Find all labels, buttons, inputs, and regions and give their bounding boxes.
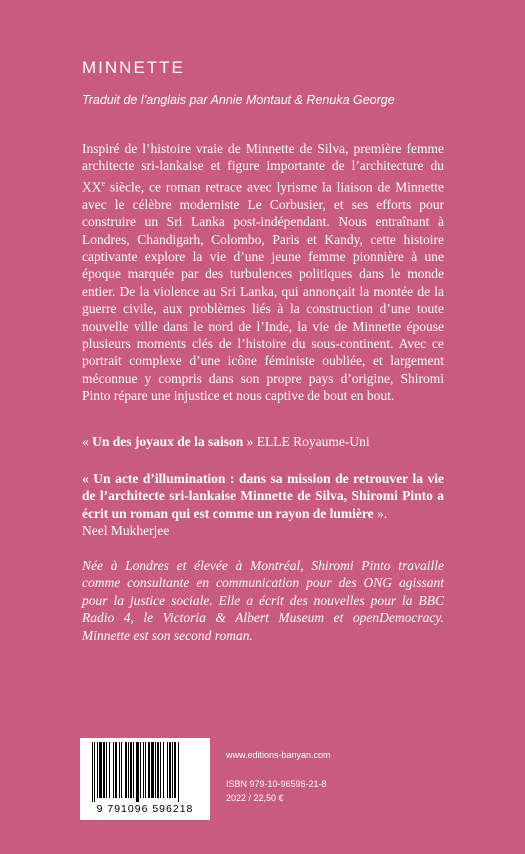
barcode-bar [121,742,122,798]
barcode-bar [143,742,144,798]
barcode-bar [106,742,107,798]
quote2-source: Neel Mukherjee [82,523,170,539]
isbn-barcode [80,738,210,820]
barcode-bar [151,742,154,798]
press-quote-elle [82,433,444,450]
barcode-bar [174,742,176,798]
barcode-bar [140,742,141,798]
barcode-bar [113,742,114,798]
barcode-bar [148,742,150,798]
barcode-bar [133,742,134,798]
year-price: 2022 / 22,50 € [226,793,284,803]
barcode-bar [172,742,173,798]
blurb-text-start: Inspiré de l’histoire vraie de Minnette de Silva, première femme architecte sri-lankaise et figure importante de l’architecture du XX [82,141,444,195]
quote1-open: « [82,434,93,449]
translator-credit: Traduit de l’anglais par Annie Montaut & Renuka George [82,93,395,107]
barcode-bar [167,742,168,798]
barcode-bar [130,742,132,798]
barcode-bar [160,742,161,798]
isbn-text: ISBN 979-10-96596-21-8 [226,779,327,789]
book-title: MINNETTE [82,58,185,77]
barcode-bar [97,742,98,798]
quote2-close: ». [373,505,388,521]
blurb-superscript: e [101,178,106,188]
barcode-bar [155,742,156,798]
quote2-text: « Un acte d’illumination : dans sa mission de retrouver la vie de l’architecte sri-lankaise Minnette de Silva, Shiromi Pinto a écrit un roman qui est comme un rayon de lumière [82,471,444,521]
barcode-bar [119,742,120,798]
barcode-bars [90,742,200,804]
blurb-paragraph [82,140,444,405]
barcode-bar [125,742,127,798]
barcode-bar [136,742,139,802]
quote1-close: » [243,434,254,449]
quote1-text: Un des joyaux de la saison [92,434,244,449]
barcode-bar [157,742,159,798]
barcode-bar [99,742,102,798]
barcode-bar [94,742,95,802]
barcode-bar [163,742,164,798]
author-bio: Née à Londres et élevée à Montréal, Shiromi Pinto travaille comme consultante en communication pour des ONG agissant pour la justice sociale. Elle a écrit des nouvelles pour la BBC Radio 4, le Victoria & Albert Museum et openDemocracy. Minnette est son second roman. [82,558,444,643]
barcode-bar [169,742,171,798]
barcode-bar [128,742,129,798]
barcode-bar [145,742,146,798]
barcode-bar [92,742,93,802]
barcode-bar [115,742,117,798]
barcode-bar [178,742,179,802]
publisher-website: www.editions-banyan.com [226,750,331,760]
blurb-text-end: siècle, ce roman retrace avec lyrisme la liaison de Minnette avec le célèbre moderniste Le Corbusier, et ses efforts pour construire un Sri Lanka post-indépendant. Nous entraînant à Londres, Chandigarh, Colombo, Paris et Kandy, cette histoire captivante explore la vie d’une jeune femme pionnière à une époque marquée par des turbulences politiques dans le monde entier. De la violence au Sri Lanka, qui annonçait la montée de la guerre civile, aux problèmes liés à la construction d’une toute nouvelle ville dans le nord de l’Inde, la vie de Minnette épouse plusieurs moments clés de l’histoire du sous-continent. Avec ce portrait complexe d’une icône féministe oubliée, et largement méconnue y compris dans son propre pays d’origine, Shiromi Pinto répare une injustice et nous captive de bout en bout. [82,179,444,404]
press-quote-mukherjee [82,470,444,540]
barcode-digits: 9 791096 596218 [96,803,194,815]
barcode-bar [103,742,105,798]
quote1-source: ELLE Royaume-Uni [253,434,370,449]
barcode-bar [109,742,110,798]
